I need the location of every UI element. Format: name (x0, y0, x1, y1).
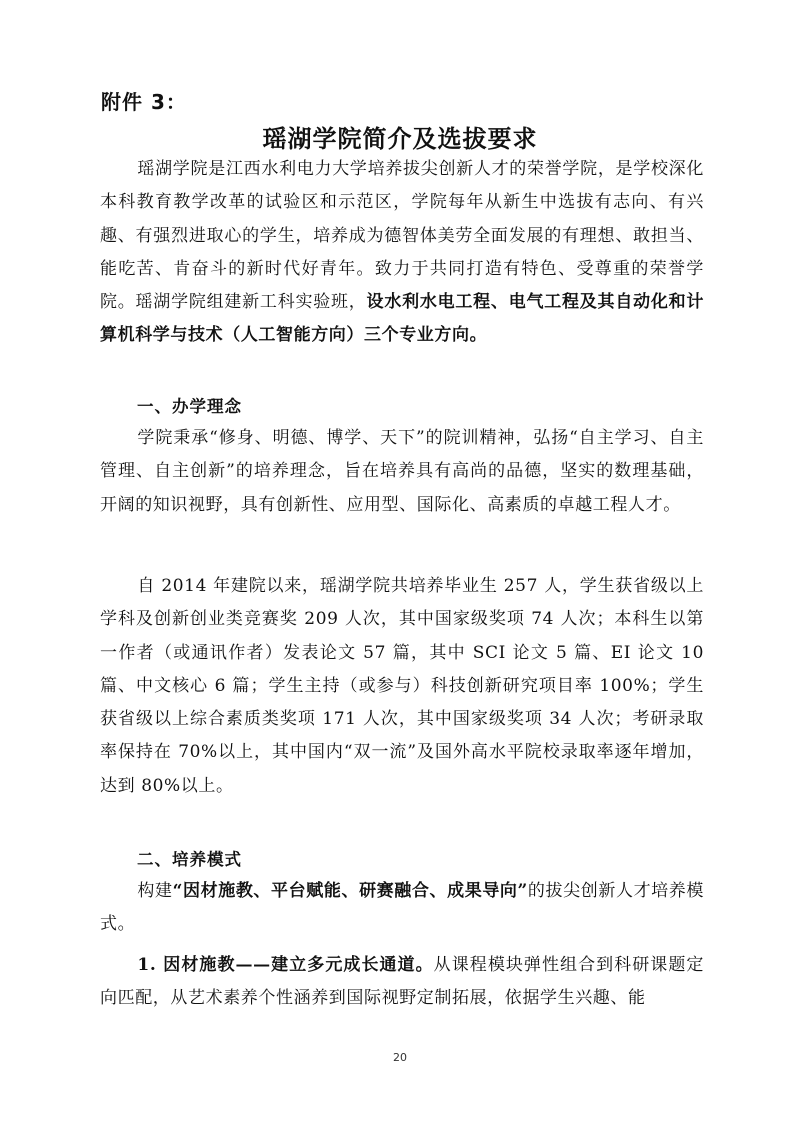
page-number: 20 (393, 1051, 407, 1064)
section1-paragraph-1: 学院秉承“修身、明德、博学、天下”的院训精神，弘扬“自主学习、自主管理、自主创新”的培养理念，旨在培养具有高尚的品德，坚实的数理基础，开阔的知识视野，具有创新性、应用型、国际化、高素质的卓越工程人才。 (100, 428, 704, 515)
section2-para1-suffix: 的拔尖创新人才培养模式。 (100, 881, 704, 935)
page-title: 瑶湖学院简介及选拔要求 (262, 125, 538, 153)
intro-paragraph (100, 153, 704, 353)
section2-item-1 (100, 949, 704, 1016)
section1-heading: 一、办学理念 (137, 397, 242, 416)
section1-paragraph-2: 自 2014 年建院以来，瑶湖学院共培养毕业生 257 人，学生获省级以上学科及创新创业类竞赛奖 209 人次，其中国家级奖项 74 人次；本科生以第一作者（或通讯作者）发表论文 57 篇，其中 SCI 论文 5 篇、EI 论文 10 篇、中文核心 6 篇；学生主持（或参与）科技创新研究项目率 100%；学生获省级以上综合素质类奖项 171 人次，其中国家级奖项 34 人次；考研录取率保持在 70%以上，其中国内“双一流”及国外高水平院校录取率逐年增加，达到 80%以上。 (100, 576, 704, 796)
intro-bold-text: 设水利水电工程、电气工程及其自动化和计算机科学与技术（人工智能方向）三个专业方向。 (100, 292, 704, 346)
section2-para1-bold: “因材施教、平台赋能、研赛融合、成果导向” (172, 881, 528, 901)
annex-label: 附件 3： (101, 90, 187, 114)
section2-item1-bold: 1. 因材施教——建立多元成长通道。 (137, 955, 434, 975)
intro-text: 瑶湖学院是江西水利电力大学培养拔尖创新人才的荣誉学院，是学校深化本科教育教学改革的试验区和示范区，学院每年从新生中选拔有志向、有兴趣、有强烈进取心的学生，培养成为德智体美劳全面发展的有理想、敢担当、能吃苦、肯奋斗的新时代好青年。致力于共同打造有特色、受尊重的荣誉学院。瑶湖学院组建新工科实验班， (100, 159, 704, 313)
section2-heading: 二、培养模式 (137, 850, 242, 869)
section2-paragraph-1 (100, 875, 704, 942)
section2-item1-text: 从课程模块弹性组合到科研课题定向匹配，从艺术素养个性涵养到国际视野定制拓展，依据学生兴趣、能 (100, 955, 704, 1009)
section2-para1-prefix: 构建 (137, 881, 173, 901)
